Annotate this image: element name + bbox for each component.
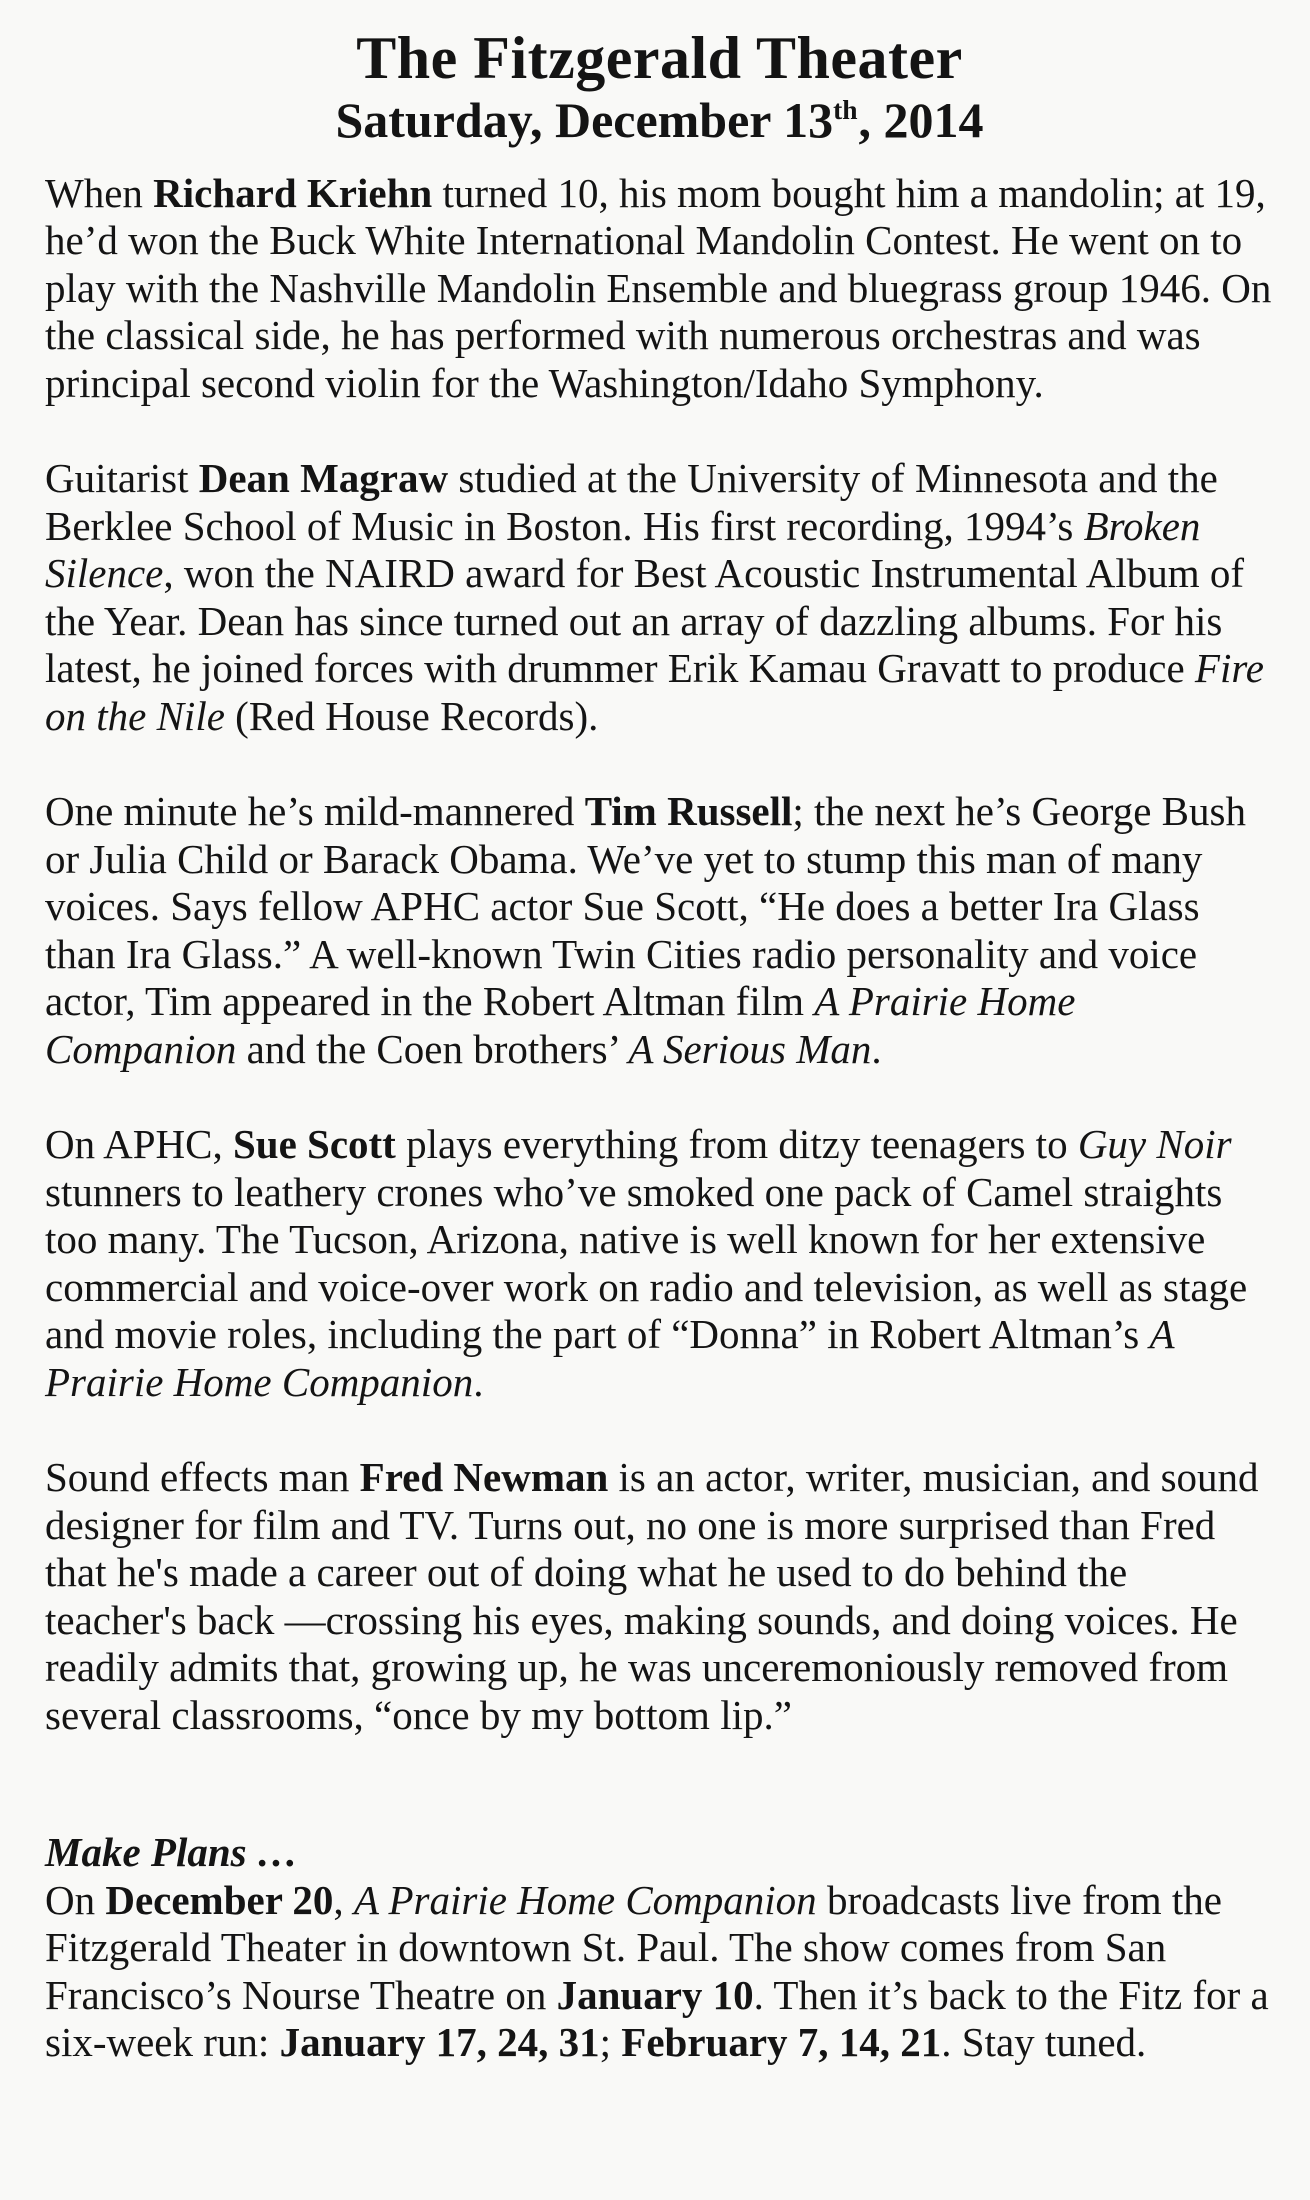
text-run: is an actor, writer, musician, and sound designer for film and TV. Turns out, no one is more surprised than Fred that he's made a career out of doing what he used to do behind the teacher's back —crossing his eyes, making sounds, and doing voices. He readily admits that, growing up, he was unceremoniously removed from several classrooms, “once by my bottom lip.” [45,1454,1259,1738]
text-run: On [45,1876,106,1923]
text-run: Guitarist [45,455,199,502]
text-run: A Prairie Home Companion [45,978,1076,1072]
text-run: Fred Newman [359,1454,609,1501]
text-run: December 20 [105,1876,334,1923]
page-date [45,93,1274,148]
text-run: broadcasts live from the Fitzgerald Theater in downtown St. Paul. The show comes from San Francisco’s Nourse Theatre on [45,1876,1223,2018]
make-plans-heading [45,1829,1273,1877]
text-run: A Serious Man [628,1025,872,1072]
make-plans-paragraph [45,1877,1273,2067]
text-run: . Stay tuned. [941,2019,1147,2066]
text-run: Dean Magraw [198,455,449,502]
text-run: January 17, 24, 31 [279,2019,600,2066]
text-run: . [473,1358,484,1405]
text-run: When [45,169,154,216]
text-run: (Red House Records). [224,692,599,739]
bio-paragraph-sue-scott [45,1121,1273,1406]
text-run: January 10 [556,1971,754,2018]
text-run: studied at the University of Minnesota and the Berklee School of Music in Boston. His first recording, 1994’s [45,455,1218,549]
page-title: The Fitzgerald Theater [356,25,963,91]
text-run: Broken Silence [45,502,1201,597]
text-run: ; the next he’s George Bush or Julia Child or Barack Obama. We’ve yet to stump this man of many voices. Says fellow APHC actor Sue Scott, “He does a better Ira Glass than Ira Glass.” A well-known Twin Cities radio personality and voice actor, Tim appeared in the Robert Altman film [45,788,1246,1025]
text-run: Sound effects man [45,1454,360,1501]
bio-paragraph-tim-russell [45,788,1273,1073]
text-run: Fire on the Nile [45,645,1264,739]
text-run: A Prairie Home Companion [45,1311,1174,1405]
text-run: turned 10, his mom bought him a mandolin; at 19, he’d won the Buck White International Mandolin Contest. He went on to play with the Nashville Mandolin Ensemble and bluegrass group 1946. On the classical side, he has performed with numerous orchestras and was principal second violin for the Washington/Idaho Symphony. [45,169,1272,406]
text-run: Sue Scott [232,1121,396,1168]
text-run: ; [599,2019,622,2066]
text-run: Richard Kriehn [153,169,433,216]
bio-paragraph-richard-kriehn [45,170,1273,408]
text-run: Make Plans … [45,1829,298,1876]
text-run: February 7, 14, 21 [621,2019,942,2066]
text-run: plays everything from ditzy teenagers to [395,1121,1078,1168]
bio-paragraph-dean-magraw [45,455,1273,740]
bio-paragraph-fred-newman [45,1454,1273,1739]
text-run: and the Coen brothers’ [236,1025,629,1072]
date-suffix: , 2014 [858,91,984,148]
date-ordinal-superscript: th [833,94,858,126]
text-run: One minute he’s mild-mannered [45,788,585,835]
text-run: , [333,1876,354,1923]
program-text [45,170,1273,2067]
text-run: Tim Russell [584,788,793,835]
text-run: stunners to leathery crones who’ve smoked one pack of Camel straights too many. The Tucson, Arizona, native is well known for her extensive commercial and voice-over work on radio and television, as well as stage and movie roles, including the part of “Donna” in Robert Altman’s [45,1168,1248,1358]
text-run: . Then it’s back to the Fitz for a six-week run: [45,1971,1269,2066]
text-run: Guy Noir [1077,1121,1232,1168]
text-run: A Prairie Home Companion [353,1876,817,1923]
date-prefix: Saturday, December 13 [335,91,834,148]
text-run: On APHC, [45,1121,233,1168]
text-run: . [871,1025,882,1072]
text-run: , won the NAIRD award for Best Acoustic Instrumental Album of the Year. Dean has since turned out an array of dazzling albums. For his latest, he joined forces with drummer Erik Kamau Gravatt to produce [45,550,1245,692]
